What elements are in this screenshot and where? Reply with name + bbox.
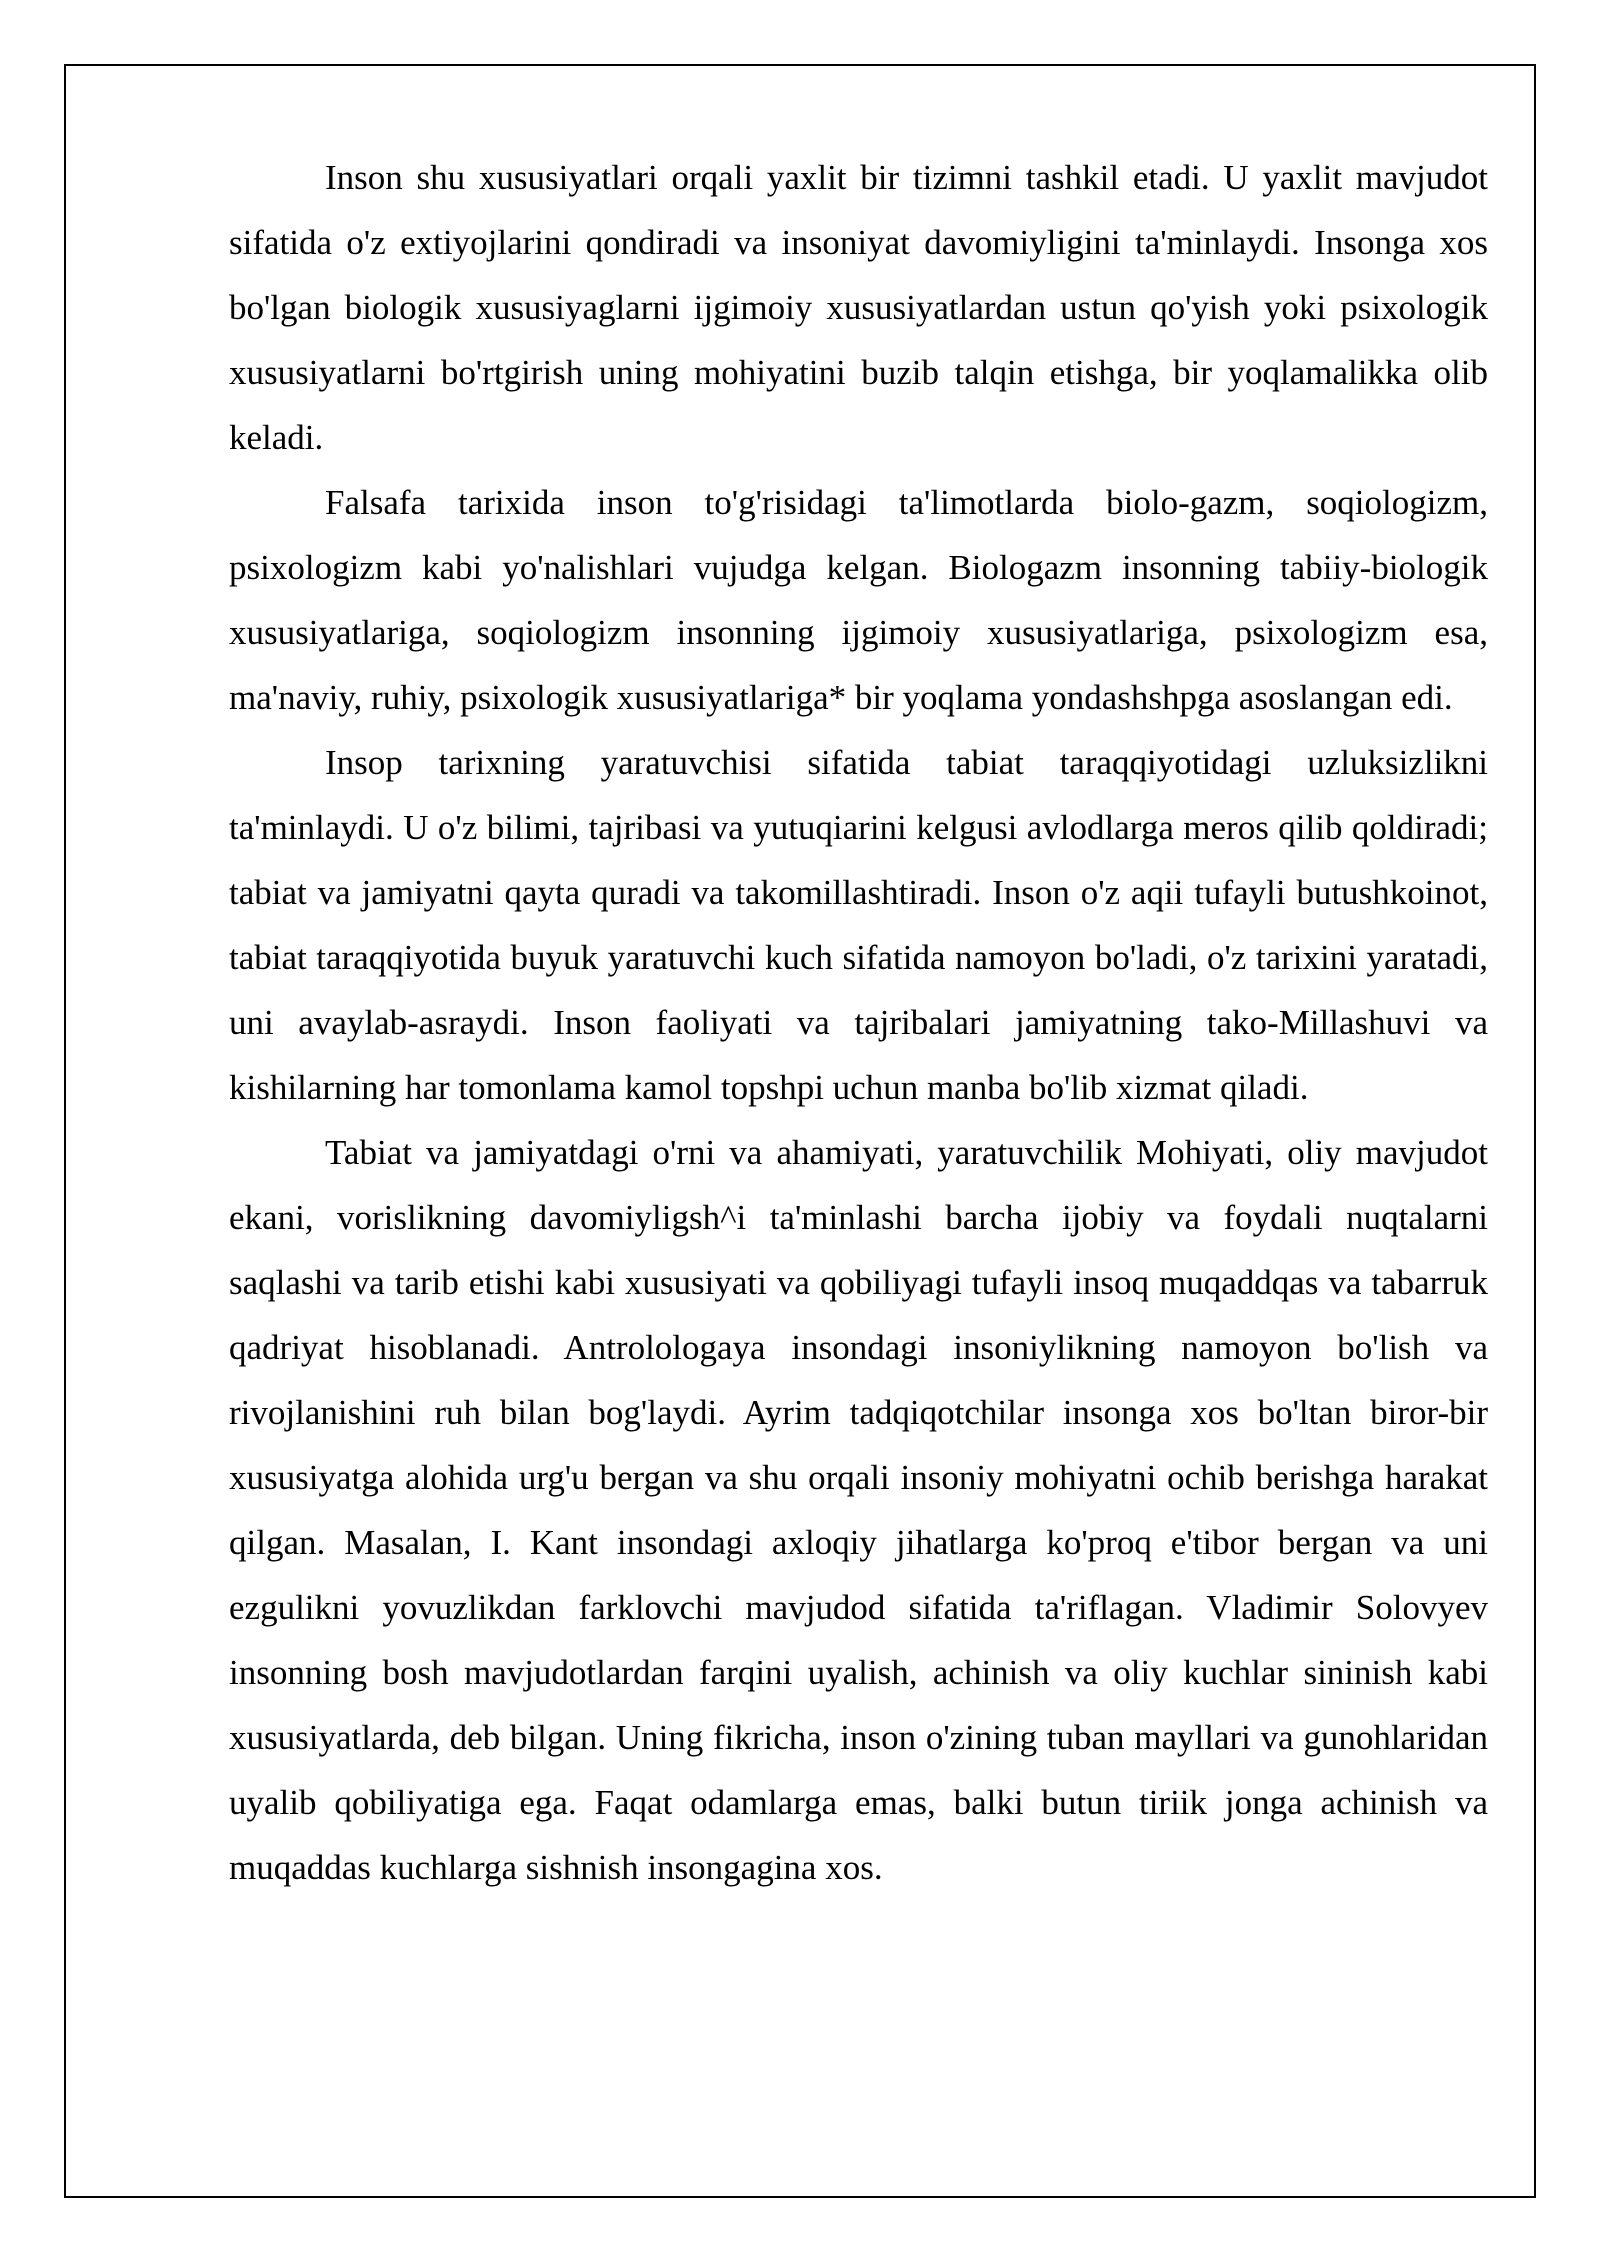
paragraph-4: Tabiat va jamiyatdagi o'rni va ahamiyati, yaratuvchilik Mohiyati, oliy mavjudot ekani, vorislikning davomiyligsh^i ta'minlashi barcha ijobiy va foydali nuqtalarni saqlashi va tarib etishi kabi xususiyati va qobiliyagi tufayli insoq muqaddqas va tabarruk qadriyat hisoblanadi. Antrolologaya insondagi insoniylikning namoyon bo'lish va rivojlanishini ruh bilan bog'laydi. Ayrim tadqiqotchilar insonga xos bo'ltan biror-bir xususiyatga alohida urg'u bergan va shu orqali insoniy mohiyatni ochib berishga harakat qilgan. Masalan, I. Kant insondagi axloqiy jihatlarga ko'proq e'tibor bergan va uni ezgulikni yovuzlikdan farklovchi mavjudod sifatida ta'riflagan. Vladimir Solovyev insonning bosh mavjudotlardan farqini uyalish, achinish va oliy kuchlar sininish kabi xususiyatlarda, deb bilgan. Uning fikricha, inson o'zining tuban mayllari va gunohlaridan uyalib qobiliyatiga ega. Faqat odamlarga emas, balki butun tiriik jonga achinish va muqaddas kuchlarga sishnish insongagina xos. xyxy=(229,1133,1488,1887)
paragraph-2: Falsafa tarixida inson to'g'risidagi ta'limotlarda biolo-gazm, soqiologizm, psixologizm kabi yo'nalishlari vujudga kelgan. Biologazm insonning tabiiy-biologik xususiyatlariga, soqiologizm insonning ijgimoiy xususiyatlariga, psixologizm esa, ma'naviy, ruhiy, psixologik xususiyatlariga* bir yoqlama yondashshpga asoslangan edi. xyxy=(229,483,1488,717)
paragraph-1: Inson shu xususiyatlari orqali yaxlit bir tizimni tashkil etadi. U yaxlit mavjudot sifatida o'z extiyojlarini qondiradi va insoniyat davomiyligini ta'minlaydi. Insonga xos bo'lgan biologik xususiyaglarni ijgimoiy xususiyatlardan ustun qo'yish yoki psixologik xususiyatlarni bo'rtgirish uning mohiyatini buzib talqin etishga, bir yoqlamalikka olib keladi. xyxy=(229,158,1488,457)
document-body xyxy=(229,145,1488,1900)
paragraph-3: Insop tarixning yaratuvchisi sifatida tabiat taraqqiyotidagi uzluksizlikni ta'minlaydi. U o'z bilimi, tajribasi va yutuqiarini kelgusi avlodlarga meros qilib qoldiradi; tabiat va jamiyatni qayta quradi va takomillashtiradi. Inson o'z aqii tufayli butushkoinot, tabiat taraqqiyotida buyuk yaratuvchi kuch sifatida namoyon bo'ladi, o'z tarixini yaratadi, uni avaylab-asraydi. Inson faoliyati va tajribalari jamiyatning tako-Millashuvi va kishilarning har tomonlama kamol topshpi uchun manba bo'lib xizmat qiladi. xyxy=(229,743,1488,1107)
